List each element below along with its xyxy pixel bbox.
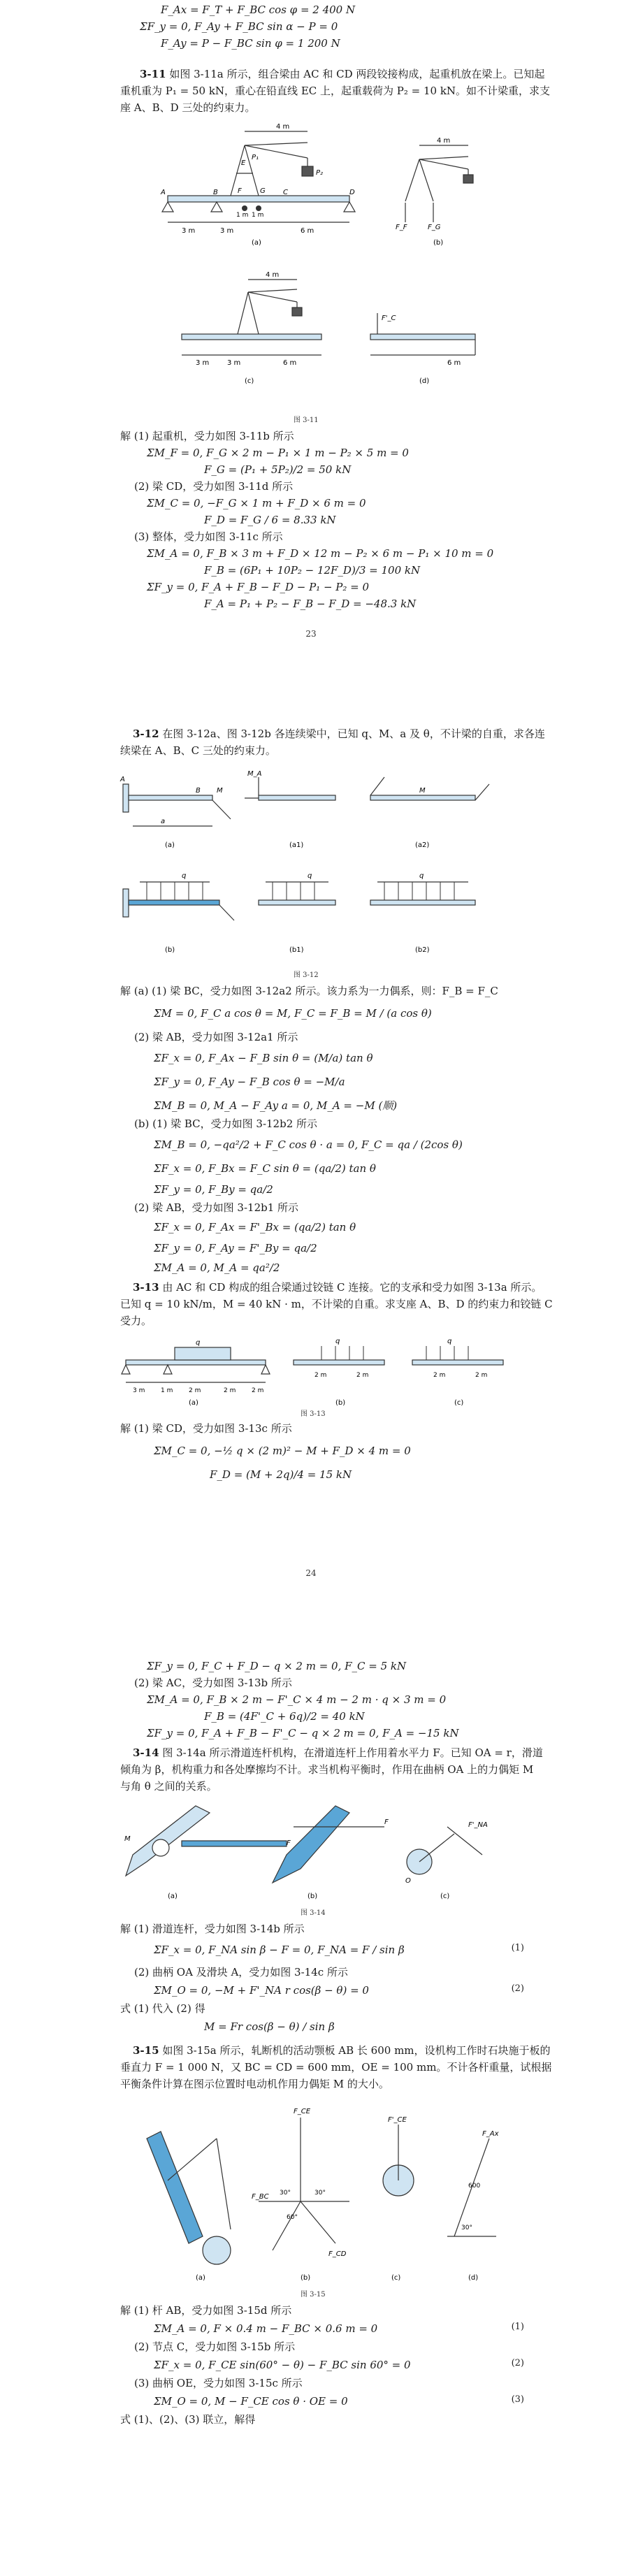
svg-text:(b): (b)	[433, 239, 444, 247]
svg-text:3 m: 3 m	[220, 227, 234, 235]
svg-text:(c): (c)	[391, 2274, 401, 2282]
solution-line: 解 (1) 滑道连杆，受力如图 3-14b 所示	[120, 1923, 305, 1935]
svg-text:(a): (a)	[168, 1893, 178, 1900]
svg-text:F_G: F_G	[428, 224, 441, 231]
svg-text:q: q	[308, 872, 312, 880]
svg-text:B: B	[196, 787, 201, 795]
svg-text:(b): (b)	[301, 2274, 311, 2282]
problem-line: 与角 θ 之间的关系。	[120, 1780, 217, 1793]
figure-3-11	[140, 117, 503, 411]
svg-text:D: D	[349, 189, 355, 196]
eq-line: ΣM_A = 0, F_B × 3 m + F_D × 12 m − P₂ × 6 m − P₁ × 10 m = 0	[147, 547, 494, 560]
eq-line: ΣM_C = 0, −F_G × 1 m + F_D × 6 m = 0	[147, 497, 366, 509]
solution-line: 式 (1) 代入 (2) 得	[120, 2002, 205, 2015]
solution-line: 式 (1)、(2)、(3) 联立，解得	[120, 2413, 256, 2426]
svg-text:F'_CE: F'_CE	[388, 2116, 407, 2124]
svg-text:4 m: 4 m	[276, 123, 290, 131]
eq-line: ΣM_B = 0, −qa²/2 + F_C cos θ · a = 0, F_C = qa / (2cos θ)	[154, 1138, 463, 1151]
svg-text:F_Ax: F_Ax	[482, 2130, 499, 2138]
svg-text:(b2): (b2)	[415, 946, 430, 954]
problem-line: 垂直力 F = 1 000 N，又 BC = CD = 600 mm，OE = 100 mm。不计各杆重量，试根据	[120, 2061, 552, 2074]
solution-line: (2) 梁 AB，受力如图 3-12b1 所示	[134, 1201, 299, 1214]
svg-text:3 m: 3 m	[196, 359, 210, 367]
solution-line: 解 (1) 起重机，受力如图 3-11b 所示	[120, 430, 294, 442]
svg-text:600: 600	[468, 2183, 481, 2190]
problem-line: 座 A、B、D 三处的约束力。	[120, 101, 256, 114]
problem-text	[133, 727, 545, 741]
problem-id: 3-13	[133, 1281, 159, 1294]
eq-line: F_B = (6P₁ + 10P₂ − 12F_D)/3 = 100 kN	[204, 564, 421, 577]
page-3	[0, 1642, 622, 2576]
eq-line: ΣF_x = 0, F_CE sin(60° − θ) − F_BC sin 60° = 0	[154, 2359, 411, 2371]
problem-text	[140, 67, 544, 81]
figure-caption: 图 3-11	[294, 417, 319, 424]
figure-caption: 图 3-15	[301, 2291, 326, 2299]
svg-text:F_CE: F_CE	[294, 2108, 311, 2115]
eq-line: F_B = (4F'_C + 6q)/2 = 40 kN	[204, 1710, 365, 1723]
svg-text:1 m: 1 m	[161, 1387, 173, 1394]
problem-id: 3-12	[133, 728, 159, 740]
svg-text:(b): (b)	[165, 946, 175, 954]
eq-line: ΣM_A = 0, F × 0.4 m − F_BC × 0.6 m = 0	[154, 2322, 378, 2335]
svg-text:F_CD: F_CD	[328, 2250, 347, 2258]
svg-text:1 m: 1 m	[236, 212, 249, 219]
svg-text:P₁: P₁	[252, 154, 259, 161]
page-1	[0, 0, 622, 699]
svg-text:O: O	[405, 1877, 411, 1885]
svg-text:F'_NA: F'_NA	[468, 1821, 488, 1829]
problem-text	[133, 1280, 542, 1294]
solution-line: (2) 节点 C，受力如图 3-15b 所示	[134, 2340, 296, 2353]
problem-id: 3-11	[140, 68, 166, 80]
eq-line: ΣF_y = 0, F_Ay − F_B cos θ = −M/a	[154, 1076, 345, 1088]
svg-text:30°: 30°	[280, 2190, 291, 2197]
svg-text:G: G	[260, 187, 266, 195]
svg-text:F: F	[238, 187, 242, 195]
svg-text:B: B	[213, 189, 218, 196]
figure-caption: 图 3-12	[294, 971, 319, 979]
eq-number: (3)	[511, 2394, 524, 2405]
svg-text:2 m: 2 m	[475, 1372, 488, 1379]
eq-line: ΣF_y = 0, F_A + F_B − F_D − P₁ − P₂ = 0	[147, 581, 370, 593]
svg-text:2 m: 2 m	[433, 1372, 446, 1379]
solution-line: (3) 整体，受力如图 3-11c 所示	[134, 530, 283, 543]
eq-line: ΣF_x = 0, F_NA sin β − F = 0, F_NA = F / sin β	[154, 1944, 405, 1956]
svg-text:3 m: 3 m	[133, 1387, 145, 1394]
problem-line: 如图 3-11a 所示，组合梁由 AC 和 CD 两段铰接构成，起重机放在梁上。已知起	[169, 68, 545, 80]
problem-id: 3-14	[133, 1746, 159, 1759]
problem-line: 倾角为 β，机构重力和各处摩擦均不计。求当机构平衡时，作用在曲柄 OA 上的力偶矩 M	[120, 1763, 534, 1776]
svg-text:(b): (b)	[308, 1893, 318, 1900]
svg-text:E: E	[241, 159, 246, 167]
eq-number: (1)	[511, 1943, 524, 1953]
page-number: 24	[305, 1568, 317, 1578]
figure-3-13	[119, 1332, 510, 1409]
eq-line: F_G = (P₁ + 5P₂)/2 = 50 kN	[204, 463, 352, 476]
svg-text:q: q	[419, 872, 424, 880]
problem-line: 在图 3-12a、图 3-12b 各连续梁中，已知 q、M、a 及 θ，不计梁的自重，求各连	[162, 728, 545, 740]
eq-line: F_A = P₁ + P₂ − F_B − F_D = −48.3 kN	[204, 598, 417, 610]
svg-text:(c): (c)	[454, 1399, 464, 1407]
solution-line: (3) 曲柄 OE，受力如图 3-15c 所示	[134, 2377, 303, 2389]
solution-line: (2) 梁 CD，受力如图 3-11d 所示	[134, 480, 294, 493]
eq-line: ΣF_y = 0, F_A + F_B − F'_C − q × 2 m = 0, F_A = −15 kN	[147, 1727, 459, 1739]
svg-text:q: q	[182, 872, 187, 880]
svg-text:M: M	[217, 787, 223, 795]
problem-line: 如图 3-15a 所示，轧断机的活动颚板 AB 长 600 mm，设机构工作时石块施于板的	[162, 2044, 551, 2057]
eq-line: F_Ay = P − F_BC sin φ = 1 200 N	[161, 37, 340, 50]
eq-line: ΣF_x = 0, F_Ax − F_B sin θ = (M/a) tan θ	[154, 1052, 373, 1064]
eq-line: ΣM_B = 0, M_A − F_Ay a = 0, M_A = −M (顺)	[154, 1099, 398, 1112]
svg-text:6 m: 6 m	[447, 359, 461, 367]
problem-line: 续梁在 A、B、C 三处的约束力。	[120, 744, 276, 757]
svg-text:F_F: F_F	[396, 224, 407, 231]
problem-line: 受力。	[120, 1315, 152, 1327]
svg-text:(a1): (a1)	[289, 841, 304, 849]
eq-line: ΣM_C = 0, −½ q × (2 m)² − M + F_D × 4 m = 0	[154, 1445, 411, 1457]
svg-text:60°: 60°	[287, 2214, 298, 2221]
problem-line: 已知 q = 10 kN/m，M = 40 kN · m，不计梁的自重。求支座 A、B、D 的约束力和铰链 C	[120, 1298, 553, 1310]
eq-line: ΣF_x = 0, F_Ax = F'_Bx = (qa/2) tan θ	[154, 1221, 356, 1233]
eq-number: (2)	[511, 1983, 524, 1994]
svg-text:(a): (a)	[189, 1399, 198, 1407]
eq-line: ΣM_A = 0, M_A = qa²/2	[154, 1261, 280, 1274]
svg-text:F: F	[384, 1818, 389, 1826]
svg-text:M: M	[124, 1835, 131, 1843]
svg-text:q: q	[447, 1338, 452, 1345]
eq-line: ΣF_y = 0, F_By = qa/2	[154, 1183, 273, 1196]
svg-text:q: q	[335, 1338, 340, 1345]
svg-text:A: A	[120, 776, 125, 783]
eq-line: ΣM_O = 0, M − F_CE cos θ · OE = 0	[154, 2395, 348, 2408]
svg-text:(d): (d)	[468, 2274, 479, 2282]
svg-text:4 m: 4 m	[437, 137, 451, 145]
svg-text:M: M	[419, 787, 426, 795]
svg-text:2 m: 2 m	[252, 1387, 264, 1394]
problem-line: 平衡条件计算在图示位置时电动机作用力偶矩 M 的大小。	[120, 2078, 389, 2090]
eq-line: F_D = (M + 2q)/4 = 15 kN	[210, 1468, 352, 1481]
problem-text	[133, 2043, 551, 2057]
svg-text:3 m: 3 m	[182, 227, 196, 235]
solution-line: 解 (1) 杆 AB，受力如图 3-15d 所示	[120, 2304, 292, 2317]
svg-text:(d): (d)	[419, 377, 430, 385]
svg-text:P₂: P₂	[316, 169, 324, 177]
svg-text:(a2): (a2)	[415, 841, 430, 849]
problem-line: 由 AC 和 CD 构成的组合梁通过铰链 C 连接。它的支承和受力如图 3-13a 所示。	[162, 1281, 542, 1294]
eq-line: F_Ax = F_T + F_BC cos φ = 2 400 N	[161, 3, 356, 16]
svg-text:6 m: 6 m	[283, 359, 297, 367]
page-number: 23	[305, 629, 317, 639]
problem-line: 重机重为 P₁ = 50 kN，重心在铅直线 EC 上，起重载荷为 P₂ = 10 kN。如不计梁重，求支	[120, 85, 551, 97]
svg-text:(a): (a)	[196, 2274, 205, 2282]
svg-text:(b): (b)	[335, 1399, 346, 1407]
problem-text	[133, 1746, 543, 1760]
solution-line: (2) 曲柄 OA 及滑块 A，受力如图 3-14c 所示	[134, 1966, 348, 1978]
eq-number: (2)	[511, 2358, 524, 2368]
svg-text:2 m: 2 m	[314, 1372, 327, 1379]
eq-line: ΣM_A = 0, F_B × 2 m − F'_C × 4 m − 2 m · q × 3 m = 0	[147, 1693, 447, 1706]
svg-text:3 m: 3 m	[227, 359, 241, 367]
solution-line: (b) (1) 梁 BC，受力如图 3-12b2 所示	[134, 1117, 318, 1130]
figure-caption: 图 3-14	[301, 1909, 326, 1917]
svg-text:A: A	[161, 189, 166, 196]
solution-line: 解 (a) (1) 梁 BC，受力如图 3-12a2 所示。该力系为一力偶系，则：F_B = F_C	[120, 985, 498, 997]
svg-text:2 m: 2 m	[356, 1372, 369, 1379]
eq-number: (1)	[511, 2322, 524, 2332]
svg-text:(b1): (b1)	[289, 946, 304, 954]
svg-text:F_BC: F_BC	[252, 2193, 269, 2201]
problem-id: 3-15	[133, 2044, 159, 2057]
svg-text:(c): (c)	[245, 377, 254, 385]
svg-text:F'_C: F'_C	[382, 314, 396, 322]
svg-text:30°: 30°	[314, 2190, 326, 2197]
eq-line: ΣM_O = 0, −M + F'_NA r cos(β − θ) = 0	[154, 1984, 369, 1997]
solution-line: (2) 梁 AC，受力如图 3-13b 所示	[134, 1677, 292, 1689]
svg-text:4 m: 4 m	[266, 271, 280, 279]
solution-block	[0, 2303, 524, 2541]
figure-3-12	[119, 763, 510, 966]
eq-line: M = Fr cos(β − θ) / sin β	[204, 2020, 335, 2033]
eq-line: ΣF_y = 0, F_Ay = F'_By = qa/2	[154, 1242, 317, 1254]
svg-text:2 m: 2 m	[224, 1387, 236, 1394]
svg-text:(a): (a)	[165, 841, 175, 849]
figure-caption: 图 3-13	[301, 1410, 326, 1418]
svg-text:(c): (c)	[440, 1893, 450, 1900]
svg-text:1 m: 1 m	[252, 212, 264, 219]
svg-text:a: a	[161, 818, 166, 825]
eq-line: ΣF_x = 0, F_Bx = F_C sin θ = (qa/2) tan θ	[154, 1162, 376, 1175]
eq-line: ΣM = 0, F_C a cos θ = M, F_C = F_B = M / (a cos θ)	[154, 1007, 432, 1020]
eq-line: ΣM_F = 0, F_G × 2 m − P₁ × 1 m − P₂ × 5 m = 0	[147, 447, 409, 459]
solution-line: (2) 梁 AB，受力如图 3-12a1 所示	[134, 1031, 298, 1043]
figure-3-15	[119, 2097, 510, 2285]
svg-text:2 m: 2 m	[189, 1387, 201, 1394]
svg-text:30°: 30°	[461, 2224, 472, 2231]
solution-line: 解 (1) 梁 CD，受力如图 3-13c 所示	[120, 1422, 292, 1435]
fig-sub-label: (a)	[252, 239, 261, 247]
page-2	[0, 713, 622, 1621]
eq-line: F_D = F_G / 6 = 8.33 kN	[204, 514, 336, 526]
svg-text:6 m: 6 m	[301, 227, 314, 235]
svg-text:q: q	[196, 1339, 201, 1347]
svg-text:F: F	[287, 1839, 291, 1847]
eq-line: ΣF_y = 0, F_Ay + F_BC sin α − P = 0	[140, 20, 338, 33]
problem-line: 图 3-14a 所示滑道连杆机构，在滑道连杆上作用着水平力 F。已知 OA = r，滑道	[162, 1746, 543, 1759]
eq-line: ΣF_y = 0, F_C + F_D − q × 2 m = 0, F_C = 5 kN	[147, 1660, 407, 1672]
svg-text:C: C	[283, 189, 288, 196]
figure-3-14	[119, 1799, 510, 1904]
svg-text:M_A: M_A	[247, 770, 262, 778]
